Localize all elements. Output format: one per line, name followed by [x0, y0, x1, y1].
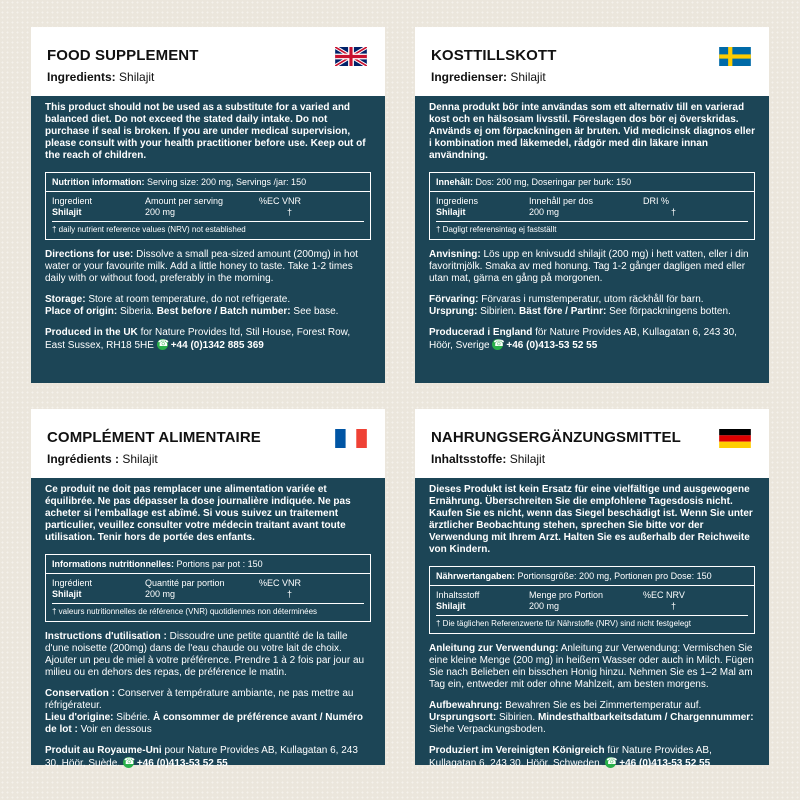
storage-origin	[429, 294, 755, 318]
directions	[45, 249, 371, 285]
ingredients-value: Shilajit	[510, 70, 546, 84]
row-dagger: †	[287, 207, 293, 217]
nutrition-header	[430, 567, 754, 586]
produced-text: för Nature Provides AB, Kullagatan 6, 243 30, Höör, Sverige	[429, 327, 737, 351]
produced-label: Produced in the UK	[45, 327, 138, 338]
row-amount: 200 mg	[529, 601, 560, 611]
nutrition-label: Informations nutritionnelles:	[52, 559, 175, 569]
storage-origin	[45, 688, 371, 736]
nutrition-footnote: † Dagligt referensintag ej fastställt	[436, 225, 557, 234]
nutrition-table	[45, 554, 371, 622]
row-dagger: †	[671, 601, 677, 611]
phone-icon	[157, 339, 168, 350]
producer	[429, 327, 755, 352]
nutrition-header	[46, 173, 370, 192]
warning-text: Ce produit ne doit pas remplacer une alimentation variée et équilibrée. Ne pas dépasser la dose journalière indiquée. Ne pas acheter si l'emballage est abîmé. Si vous suivez un traitement particulier, veuillez consulter votre médecin traitant avant toute utilisation. Tenir hors de portée des enfants.	[45, 484, 351, 543]
nutrition-value: Serving size: 200 mg, Servings /jar: 150	[147, 177, 307, 187]
phone-icon	[605, 757, 616, 768]
nutrition-grid	[436, 590, 748, 616]
nutrition-grid	[52, 578, 364, 604]
nutrition-footnote: † daily nutrient reference values (NRV) not established	[52, 225, 246, 234]
ingredients-label: Ingredients:	[47, 70, 116, 84]
phone-icon	[492, 339, 503, 350]
label-card-en	[31, 27, 385, 383]
nutrition-label: Nährwertangaben:	[436, 571, 516, 581]
product-title: KOSTTILLSKOTT	[431, 47, 557, 64]
warning-text: Dieses Produkt ist kein Ersatz für eine vielfältige und ausgewogene Ernährung. Überschreiten Sie die empfohlene Tagesdosis nicht. Kaufen Sie es nicht, wenn das Siegel beschädigt ist. Wenn Sie unter ärztlicher Beobachtung stehen, sprechen Sie bitte vor der Verwendung mit Ihrem Arzt. Halten Sie es außerhalb der Reichweite von Kindern.	[429, 484, 753, 555]
ingredients-line	[47, 452, 369, 466]
col-ingredient: Inhaltsstoff	[436, 590, 480, 600]
batch-text: See base.	[293, 306, 339, 317]
ingredients-label: Ingredienser:	[431, 70, 508, 84]
ingredients-value: Shilajit	[509, 452, 546, 466]
ingredients-label: Inhaltsstoffe:	[431, 452, 507, 466]
row-name: Shilajit	[52, 207, 82, 217]
col-nrv: %EC VNR	[259, 196, 302, 206]
origin-text: Siberia.	[120, 306, 154, 317]
row-dagger: †	[287, 589, 293, 599]
origin-label: Ursprung:	[429, 306, 478, 317]
origin-label: Ursprungsort:	[429, 712, 497, 723]
directions	[429, 643, 755, 691]
card-body	[415, 478, 769, 769]
germany-flag-icon	[719, 429, 751, 448]
storage-label: Conservation :	[45, 688, 116, 699]
nutrition-value: Dos: 200 mg, Doseringar per burk: 150	[475, 177, 632, 187]
phone-number[interactable]: +46 (0)413-53 52 55	[506, 340, 598, 351]
col-amount: Innehåll per dos	[529, 196, 594, 206]
card-header	[31, 409, 385, 478]
storage-label: Förvaring:	[429, 294, 479, 305]
directions-text: Dissoudre une petite quantité de la taille d'une noisette (200mg) dans de l'eau chaude ou votre lait de choix. Ajouter un peu de miel à votre préférence. Prendre 1 à 2 fois par jour au milieu ou en dehors des repas, de préférence le matin.	[45, 631, 365, 678]
product-title: COMPLÉMENT ALIMENTAIRE	[47, 429, 261, 446]
produced-label: Produit au Royaume-Uni	[45, 745, 162, 756]
row-name: Shilajit	[52, 589, 82, 599]
directions-text: Anleitung zur Verwendung: Vermischen Sie eine kleine Menge (200 mg) in heißem Wasser oder auch in Milch. Fügen Sie nach Belieben ein bisschen Honig hinzu. Nehmen Sie es 1–2 Mal am Tag ein, entweder mit oder ohne Mahlzeit, am besten morgens.	[429, 643, 754, 690]
origin-label: Place of origin:	[45, 306, 118, 317]
nutrition-value: Portionsgröße: 200 mg, Portionen pro Dose: 150	[517, 571, 712, 581]
storage-text: Bewahren Sie es bei Zimmertemperatur auf.	[505, 700, 702, 711]
directions	[45, 631, 371, 679]
card-header	[415, 409, 769, 478]
nutrition-header	[46, 555, 370, 574]
warning-text: This product should not be used as a substitute for a varied and balanced diet. Do not exceed the stated daily intake. Do not purchase if seal is broken. If you are under medical supervision, please consult with your health practitioner before use. Keep out of the reach of children.	[45, 102, 366, 161]
product-title: NAHRUNGSERGÄNZUNGSMITTEL	[431, 429, 681, 446]
card-header	[31, 27, 385, 96]
nutrition-table	[429, 566, 755, 634]
ingredients-line	[47, 70, 369, 84]
ingredients-label: Ingrédients :	[47, 452, 120, 466]
label-card-sv	[415, 27, 769, 383]
col-nrv: %EC NRV	[643, 590, 685, 600]
row-name: Shilajit	[436, 601, 466, 611]
phone-number[interactable]: +44 (0)1342 885 369	[170, 340, 264, 351]
uk-flag-icon	[335, 47, 367, 66]
storage-text: Förvaras i rumstemperatur, utom räckhåll för barn.	[481, 294, 704, 305]
product-title: FOOD SUPPLEMENT	[47, 47, 199, 64]
produced-label: Produziert im Vereinigten Königreich	[429, 745, 605, 756]
origin-text: Sibirien.	[480, 306, 517, 317]
nutrition-label: Innehåll:	[436, 177, 474, 187]
col-amount: Menge pro Portion	[529, 590, 604, 600]
nutrition-grid	[52, 196, 364, 222]
storage-label: Storage:	[45, 294, 86, 305]
nutrition-table	[429, 172, 755, 240]
ingredients-line	[431, 70, 753, 84]
batch-text: See förpackningens botten.	[609, 306, 731, 317]
warning-text: Denna produkt bör inte användas som ett alternativ till en varierad kost och en hälsosam livsstil. Föreslagen dos bör ej överskridas. Används ej om förpackningen är bruten. Vid medicinsk diagnos eller i kombination med läkemedel, rådgör med din läkare innan användning.	[429, 102, 756, 161]
ingredients-value: Shilajit	[119, 70, 155, 84]
producer	[45, 745, 371, 770]
storage-origin	[429, 700, 755, 736]
nutrition-header	[430, 173, 754, 192]
directions-label: Anleitung zur Verwendung:	[429, 643, 559, 654]
nutrition-footnote: † valeurs nutritionnelles de référence (VNR) quotidiennes non déterminées	[52, 607, 318, 616]
produced-text: pour Nature Provides AB, Kullagatan 6, 243 30, Höör, Suède.	[45, 745, 358, 769]
nutrition-table	[45, 172, 371, 240]
col-nrv: DRI %	[643, 196, 670, 206]
nutrition-value: Portions par pot : 150	[176, 559, 263, 569]
row-name: Shilajit	[436, 207, 466, 217]
batch-label: Mindesthaltbarkeitsdatum / Chargennummer:	[537, 712, 754, 723]
batch-text: Siehe Verpackungsboden.	[429, 724, 546, 735]
col-ingredient: Ingredient	[52, 196, 93, 206]
sweden-flag-icon	[719, 47, 751, 66]
origin-text: Sibirien.	[499, 712, 536, 723]
storage-text: Conserver à température ambiante, ne pas mettre au réfrigérateur.	[45, 688, 354, 711]
produced-text: für Nature Provides AB, Kullagatan 6, 243 30, Höör, Schweden.	[429, 745, 712, 769]
origin-text: Sibérie.	[116, 712, 151, 723]
phone-icon	[123, 757, 134, 768]
row-dagger: †	[671, 207, 677, 217]
row-amount: 200 mg	[145, 207, 176, 217]
ingredients-value: Shilajit	[122, 452, 158, 466]
col-amount: Amount per serving	[145, 196, 224, 206]
storage-origin	[45, 294, 371, 318]
producer	[429, 745, 755, 770]
produced-text: for Nature Provides ltd, Stil House, Forest Row, East Sussex, RH18 5HE	[45, 327, 351, 351]
phone-number[interactable]: +46 (0)413-53 52 55	[136, 758, 228, 769]
nutrition-footnote: † Die täglichen Referenzwerte für Nährstoffe (NRV) sind nicht festgelegt	[436, 619, 691, 628]
label-card-fr	[31, 409, 385, 769]
storage-label: Aufbewahrung:	[429, 700, 503, 711]
batch-label: Bäst före / Partinr:	[519, 306, 607, 317]
batch-text: Voir en dessous	[80, 724, 152, 735]
storage-text: Store at room temperature, do not refrigerate.	[88, 294, 291, 305]
directions	[429, 249, 755, 285]
col-amount: Quantité par portion	[145, 578, 225, 588]
batch-label: Best before / Batch number:	[156, 306, 291, 317]
producer	[45, 327, 371, 352]
directions-label: Anvisning:	[429, 249, 481, 260]
row-amount: 200 mg	[529, 207, 560, 217]
col-ingredient: Ingrédient	[52, 578, 93, 588]
card-body	[31, 96, 385, 383]
nutrition-grid	[436, 196, 748, 222]
batch-label: À consommer de préférence avant / Numéro de lot :	[45, 712, 364, 735]
directions-label: Instructions d'utilisation :	[45, 631, 167, 642]
card-body	[31, 478, 385, 769]
nutrition-label: Nutrition information:	[52, 177, 145, 187]
produced-label: Producerad i England	[429, 327, 533, 338]
row-amount: 200 mg	[145, 589, 176, 599]
phone-number[interactable]: +46 (0)413-53 52 55	[619, 758, 711, 769]
directions-label: Directions for use:	[45, 249, 134, 260]
origin-label: Lieu d'origine:	[45, 712, 114, 723]
label-card-de	[415, 409, 769, 769]
col-nrv: %EC VNR	[259, 578, 302, 588]
col-ingredient: Ingrediens	[436, 196, 479, 206]
card-body	[415, 96, 769, 383]
card-header	[415, 27, 769, 96]
france-flag-icon	[335, 429, 367, 448]
ingredients-line	[431, 452, 753, 466]
directions-text: Lös upp en knivsudd shilajit (200 mg) i hett vatten, eller i din favoritmjölk. Smaka av med honung. Tag 1-2 gånger dagligen med eller utan mat, gärna en gång på morgonen.	[429, 249, 749, 284]
directions-text: Dissolve a small pea-sized amount (200mg) in hot water or your favourite milk. Add a little honey to taste. Take 1-2 times daily with or without food, preferably in the morning.	[45, 249, 358, 284]
